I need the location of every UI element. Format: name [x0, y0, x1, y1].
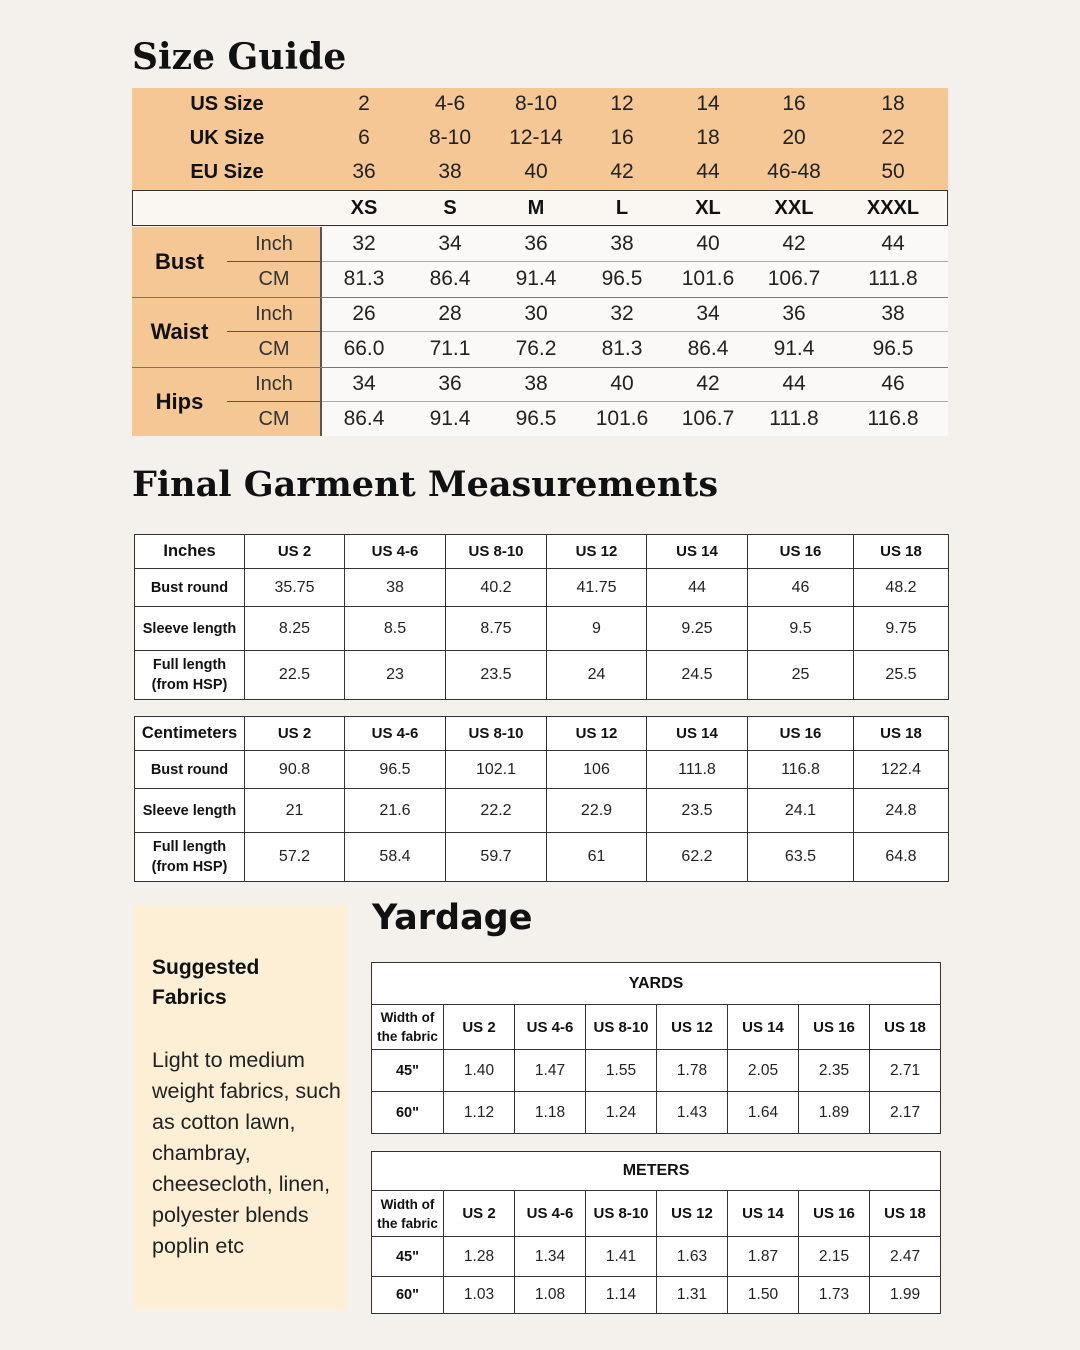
letter-size: XXXL	[866, 196, 920, 219]
row-label-text: Full length	[152, 839, 227, 855]
row-sublabel-text: (from HSP)	[151, 677, 228, 693]
row-label	[135, 607, 245, 651]
unit-label-inch: Inch	[255, 232, 293, 255]
size-value: 2	[358, 92, 370, 115]
measurement-cell: 9	[547, 607, 647, 651]
unit-label-cm: CM	[258, 407, 290, 430]
measurement-cell: 24	[547, 651, 647, 700]
header-row	[372, 1191, 941, 1237]
yardage-cell: 2.47	[870, 1237, 941, 1277]
table-row	[372, 1277, 941, 1314]
measurement-cell: 22.2	[446, 789, 547, 833]
body-part-label: Bust	[155, 249, 204, 274]
size-header: US 8-10	[446, 535, 547, 569]
garment-centimeters-table	[134, 716, 949, 882]
unit-header: Inches	[135, 535, 245, 569]
table-row	[135, 789, 949, 833]
cm-value: 81.3	[343, 267, 385, 290]
cm-value: 86.4	[343, 407, 385, 430]
measurement-cell: 57.2	[245, 833, 345, 882]
caption-row	[372, 1152, 941, 1191]
measurement-cell: 96.5	[345, 751, 446, 789]
size-value: 4-6	[434, 92, 466, 115]
size-value: 38	[438, 160, 462, 183]
yardage-cell: 1.24	[586, 1092, 657, 1134]
size-header: US 12	[657, 1191, 728, 1237]
yardage-cell: 1.14	[586, 1277, 657, 1314]
table-row	[135, 569, 949, 607]
yardage-cell: 2.71	[870, 1050, 941, 1092]
size-system-label: US Size	[190, 92, 264, 115]
letter-size: L	[615, 196, 629, 219]
measurement-cell: 22.5	[245, 651, 345, 700]
suggested-fabrics-text: Light to medium weight fabrics, such as cotton lawn, chambray, cheesecloth, linen, polyester blends poplin etc	[152, 1048, 341, 1258]
measurement-cell: 8.5	[345, 607, 446, 651]
cm-value: 106.7	[767, 267, 821, 290]
inch-value: 44	[782, 372, 806, 395]
size-value: 18	[696, 126, 720, 149]
measurement-cell: 61	[547, 833, 647, 882]
size-header: US 4-6	[345, 535, 446, 569]
inch-value: 26	[352, 302, 376, 325]
inch-value: 46	[881, 372, 905, 395]
header-row	[135, 717, 949, 751]
size-value: 42	[610, 160, 634, 183]
size-header: US 4-6	[515, 1191, 586, 1237]
size-header: US 16	[799, 1005, 870, 1050]
row-label	[135, 751, 245, 789]
yardage-cell: 1.18	[515, 1092, 586, 1134]
yardage-cell: 2.15	[799, 1237, 870, 1277]
fabric-width: 45"	[372, 1237, 444, 1277]
row-label	[135, 569, 245, 607]
size-header: US 16	[799, 1191, 870, 1237]
size-header: US 18	[870, 1005, 941, 1050]
cm-value: 91.4	[515, 267, 557, 290]
cm-value: 116.8	[867, 407, 919, 430]
yardage-cell: 1.40	[444, 1050, 515, 1092]
measurement-cell: 24.1	[748, 789, 854, 833]
cm-value: 101.6	[681, 267, 735, 290]
size-value: 44	[696, 160, 720, 183]
yardage-cell: 1.41	[586, 1237, 657, 1277]
letter-size: XL	[695, 196, 721, 219]
size-value: 14	[696, 92, 720, 115]
size-value: 50	[881, 160, 905, 183]
yardage-cell: 1.63	[657, 1237, 728, 1277]
table-row	[135, 607, 949, 651]
cm-value: 101.6	[595, 407, 649, 430]
measurement-cell: 90.8	[245, 751, 345, 789]
measurement-cell: 9.75	[854, 607, 949, 651]
measurement-cell: 23.5	[446, 651, 547, 700]
size-value: 46-48	[767, 160, 821, 183]
size-value: 18	[881, 92, 905, 115]
fabrics-heading-line-2: Fabrics	[152, 986, 227, 1009]
unit-label-inch: Inch	[255, 372, 293, 395]
inch-value: 30	[524, 302, 548, 325]
suggested-fabrics-heading	[152, 953, 332, 1013]
measurement-cell: 25.5	[854, 651, 949, 700]
size-value: 20	[782, 126, 806, 149]
width-label-line-2: the fabric	[377, 1029, 438, 1044]
table-row	[135, 651, 949, 700]
table-row	[372, 1050, 941, 1092]
fabric-width: 60"	[372, 1277, 444, 1314]
width-label	[372, 1005, 444, 1050]
yardage-title: Yardage	[372, 898, 533, 938]
cm-value: 106.7	[681, 407, 735, 430]
cm-value: 111.8	[868, 267, 918, 290]
inch-value: 44	[881, 232, 905, 255]
width-label-line-1: Width of	[380, 1010, 435, 1025]
inch-value: 38	[524, 372, 548, 395]
size-header: US 12	[657, 1005, 728, 1050]
unit-caption: YARDS	[372, 963, 941, 1005]
yardage-cell: 1.31	[657, 1277, 728, 1314]
inch-value: 38	[610, 232, 634, 255]
row-sublabel-text: (from HSP)	[151, 859, 228, 875]
header-row	[372, 1005, 941, 1050]
size-value: 16	[610, 126, 634, 149]
yardage-cell: 1.12	[444, 1092, 515, 1134]
cm-value: 66.0	[343, 337, 385, 360]
row-label	[135, 651, 245, 700]
caption-row	[372, 963, 941, 1005]
measurement-cell: 23	[345, 651, 446, 700]
row-label	[135, 833, 245, 882]
cm-value: 71.1	[429, 337, 471, 360]
inch-value: 36	[782, 302, 806, 325]
yardage-cell: 1.28	[444, 1237, 515, 1277]
size-header: US 4-6	[345, 717, 446, 751]
measurement-cell: 24.8	[854, 789, 949, 833]
measurement-cell: 64.8	[854, 833, 949, 882]
size-value: 12	[610, 92, 634, 115]
size-value: 40	[524, 160, 548, 183]
size-header: US 8-10	[446, 717, 547, 751]
body-part-label: Waist	[150, 319, 209, 344]
size-header: US 12	[547, 717, 647, 751]
size-header: US 14	[728, 1191, 799, 1237]
size-header: US 16	[748, 535, 854, 569]
yardage-cell: 1.64	[728, 1092, 799, 1134]
cm-value: 96.5	[601, 267, 643, 290]
body-part-label: Hips	[155, 389, 204, 414]
table-row	[372, 1092, 941, 1134]
size-value: 16	[782, 92, 806, 115]
unit-divider	[227, 261, 320, 262]
block-divider	[132, 367, 948, 368]
inch-value: 36	[438, 372, 462, 395]
yardage-cell: 2.35	[799, 1050, 870, 1092]
measurement-cell: 40.2	[446, 569, 547, 607]
unit-label-cm: CM	[258, 267, 290, 290]
measurement-cell: 111.8	[647, 751, 748, 789]
size-header: US 14	[647, 717, 748, 751]
yardage-cell: 1.87	[728, 1237, 799, 1277]
inch-value: 40	[610, 372, 634, 395]
unit-label-inch: Inch	[255, 302, 293, 325]
measurement-cell: 24.5	[647, 651, 748, 700]
size-value: 6	[358, 126, 370, 149]
size-header: US 18	[870, 1191, 941, 1237]
size-header: US 2	[444, 1191, 515, 1237]
cm-value: 86.4	[429, 267, 471, 290]
inch-value: 40	[696, 232, 720, 255]
inch-value: 38	[881, 302, 905, 325]
size-header: US 16	[748, 717, 854, 751]
width-label	[372, 1191, 444, 1237]
size-header: US 2	[444, 1005, 515, 1050]
yardage-cell: 1.03	[444, 1277, 515, 1314]
fabric-width: 45"	[372, 1050, 444, 1092]
measurement-cell: 8.75	[446, 607, 547, 651]
inch-value: 42	[696, 372, 720, 395]
row-label-text: Bust round	[150, 579, 229, 596]
inch-value: 34	[352, 372, 376, 395]
measurement-cell: 23.5	[647, 789, 748, 833]
yardage-cell: 1.47	[515, 1050, 586, 1092]
size-system-label: EU Size	[190, 160, 264, 183]
row-label	[135, 789, 245, 833]
unit-divider	[227, 331, 320, 332]
yardage-yards-table	[371, 962, 941, 1134]
measurement-cell: 25	[748, 651, 854, 700]
size-header: US 12	[547, 535, 647, 569]
row-label-text: Sleeve length	[142, 620, 237, 637]
measurement-cell: 59.7	[446, 833, 547, 882]
fabrics-heading-line-1: Suggested	[152, 956, 260, 979]
width-label-line-1: Width of	[380, 1196, 435, 1212]
unit-divider	[227, 401, 320, 402]
size-header: US 18	[854, 717, 949, 751]
yardage-cell: 1.78	[657, 1050, 728, 1092]
size-header: US 2	[245, 717, 345, 751]
measurement-cell: 8.25	[245, 607, 345, 651]
cm-value: 96.5	[872, 337, 914, 360]
yardage-cell: 1.43	[657, 1092, 728, 1134]
yardage-cell: 1.73	[799, 1277, 870, 1314]
yardage-meters-table	[371, 1151, 941, 1314]
size-header: US 4-6	[515, 1005, 586, 1050]
yardage-cell: 1.34	[515, 1237, 586, 1277]
measurement-cell: 35.75	[245, 569, 345, 607]
measurement-cell: 38	[345, 569, 446, 607]
measurement-cell: 41.75	[547, 569, 647, 607]
inch-value: 34	[696, 302, 720, 325]
measurement-cell: 102.1	[446, 751, 547, 789]
measurement-cell: 9.25	[647, 607, 748, 651]
inch-value: 36	[524, 232, 548, 255]
measurement-cell: 22.9	[547, 789, 647, 833]
suggested-fabrics-panel	[134, 905, 347, 1310]
size-header: US 2	[245, 535, 345, 569]
value-divider	[322, 261, 948, 262]
table-row	[372, 1237, 941, 1277]
inch-value: 42	[782, 232, 806, 255]
size-header: US 14	[728, 1005, 799, 1050]
size-header: US 8-10	[586, 1191, 657, 1237]
unit-caption: METERS	[372, 1152, 941, 1191]
row-label-text: Sleeve length	[142, 802, 237, 819]
measurement-cell: 106	[547, 751, 647, 789]
table-row	[135, 751, 949, 789]
measurement-cell: 122.4	[854, 751, 949, 789]
inch-value: 28	[438, 302, 462, 325]
measurement-cell: 9.5	[748, 607, 854, 651]
cm-value: 91.4	[773, 337, 815, 360]
inch-value: 32	[610, 302, 634, 325]
header-row	[135, 535, 949, 569]
inch-value: 32	[352, 232, 376, 255]
size-value: 36	[352, 160, 376, 183]
size-header: US 8-10	[586, 1005, 657, 1050]
row-label-text: Bust round	[150, 761, 229, 778]
row-label-text: Full length	[152, 657, 227, 673]
cm-value: 96.5	[515, 407, 557, 430]
measurement-cell: 116.8	[748, 751, 854, 789]
garment-measurements-title: Final Garment Measurements	[132, 464, 719, 505]
cm-value: 86.4	[687, 337, 729, 360]
letter-size: XXL	[774, 196, 814, 219]
letter-size: XS	[350, 196, 378, 219]
yardage-cell: 1.89	[799, 1092, 870, 1134]
measurement-cell: 44	[647, 569, 748, 607]
block-divider	[132, 297, 948, 298]
measurement-cell: 58.4	[345, 833, 446, 882]
cm-value: 111.8	[769, 407, 819, 430]
size-value: 8-10	[514, 92, 558, 115]
value-divider	[322, 331, 948, 332]
table-row	[135, 833, 949, 882]
cm-value: 91.4	[429, 407, 471, 430]
yardage-cell: 2.17	[870, 1092, 941, 1134]
size-value: 22	[881, 126, 905, 149]
yardage-cell: 1.99	[870, 1277, 941, 1314]
measurement-cell: 62.2	[647, 833, 748, 882]
size-header: US 14	[647, 535, 748, 569]
yardage-cell: 2.05	[728, 1050, 799, 1092]
yardage-cell: 1.50	[728, 1277, 799, 1314]
size-system-label: UK Size	[189, 126, 265, 149]
yardage-cell: 1.08	[515, 1277, 586, 1314]
measurement-cell: 21	[245, 789, 345, 833]
size-value: 12-14	[509, 126, 563, 149]
letter-size: S	[443, 196, 457, 219]
measurement-cell: 48.2	[854, 569, 949, 607]
garment-inches-table	[134, 534, 949, 700]
unit-label-cm: CM	[258, 337, 290, 360]
cm-value: 76.2	[515, 337, 557, 360]
width-label-line-2: the fabric	[377, 1215, 438, 1231]
inch-value: 34	[438, 232, 462, 255]
letter-size: M	[527, 196, 545, 219]
size-value: 8-10	[428, 126, 472, 149]
size-guide-table	[132, 88, 948, 436]
unit-header: Centimeters	[135, 717, 245, 751]
fabric-width: 60"	[372, 1092, 444, 1134]
measurement-cell: 21.6	[345, 789, 446, 833]
measurement-cell: 46	[748, 569, 854, 607]
size-header: US 18	[854, 535, 949, 569]
cm-value: 81.3	[601, 337, 643, 360]
measurement-cell: 63.5	[748, 833, 854, 882]
size-guide-title: Size Guide	[132, 36, 347, 78]
value-divider	[322, 401, 948, 402]
yardage-cell: 1.55	[586, 1050, 657, 1092]
